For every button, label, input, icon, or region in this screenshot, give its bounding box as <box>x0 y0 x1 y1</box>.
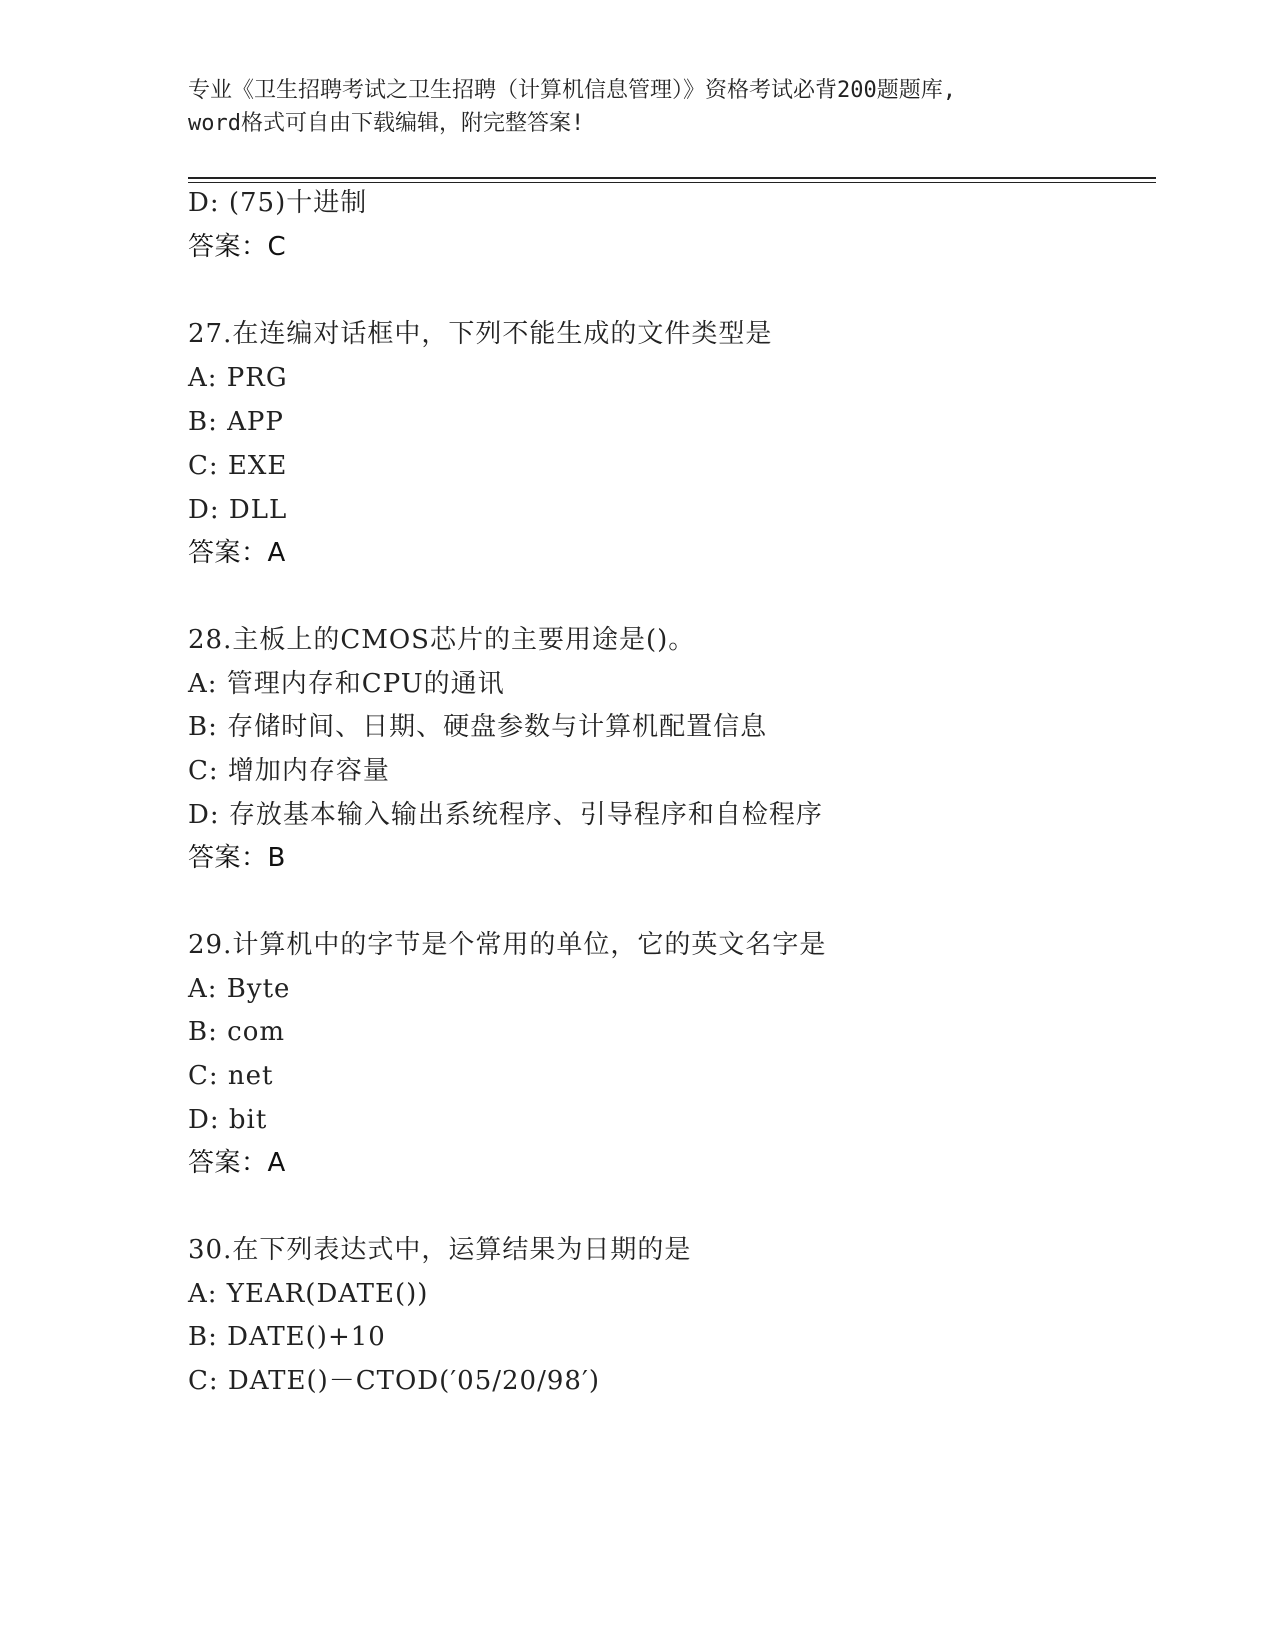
q29-answer: 答案：A <box>188 1148 286 1178</box>
q29-option-c: C: net <box>188 1061 274 1091</box>
q28-option-d: D: 存放基本输入输出系统程序、引导程序和自检程序 <box>188 800 823 830</box>
document-header <box>188 74 1088 140</box>
prev-answer: 答案：C <box>188 232 287 262</box>
q29-option-d: D: bit <box>188 1105 268 1135</box>
q27-option-a: A: PRG <box>188 363 288 393</box>
q27-option-c: C: EXE <box>188 451 288 481</box>
q28-option-c: C: 增加内存容量 <box>188 756 390 786</box>
header-line-1: 专业《卫生招聘考试之卫生招聘（计算机信息管理）》资格考试必背200题题库, <box>188 78 956 103</box>
header-divider-thick <box>188 177 1156 179</box>
q30-option-c: C: DATE()－CTOD(′05/20/98′) <box>188 1366 600 1396</box>
q29-option-b: B: com <box>188 1017 285 1047</box>
q28-option-a: A: 管理内存和CPU的通讯 <box>188 669 505 699</box>
prev-option-d: D: (75)十进制 <box>188 188 368 218</box>
q30-option-b: B: DATE()+10 <box>188 1322 386 1352</box>
q27-answer: 答案：A <box>188 538 286 568</box>
q29-question: 29.计算机中的字节是个常用的单位，它的英文名字是 <box>188 930 827 960</box>
q27-option-d: D: DLL <box>188 495 288 525</box>
q30-option-a: A: YEAR(DATE()) <box>188 1279 429 1309</box>
q27-option-b: B: APP <box>188 407 284 437</box>
q27-question: 27.在连编对话框中，下列不能生成的文件类型是 <box>188 319 773 349</box>
q28-answer: 答案：B <box>188 843 286 873</box>
q28-option-b: B: 存储时间、日期、硬盘参数与计算机配置信息 <box>188 712 768 742</box>
header-divider-thin <box>188 182 1156 183</box>
q30-question: 30.在下列表达式中，运算结果为日期的是 <box>188 1235 692 1265</box>
header-line-2: word格式可自由下载编辑，附完整答案! <box>188 111 585 136</box>
q29-option-a: A: Byte <box>188 974 291 1004</box>
q28-question: 28.主板上的CMOS芯片的主要用途是()。 <box>188 625 696 655</box>
